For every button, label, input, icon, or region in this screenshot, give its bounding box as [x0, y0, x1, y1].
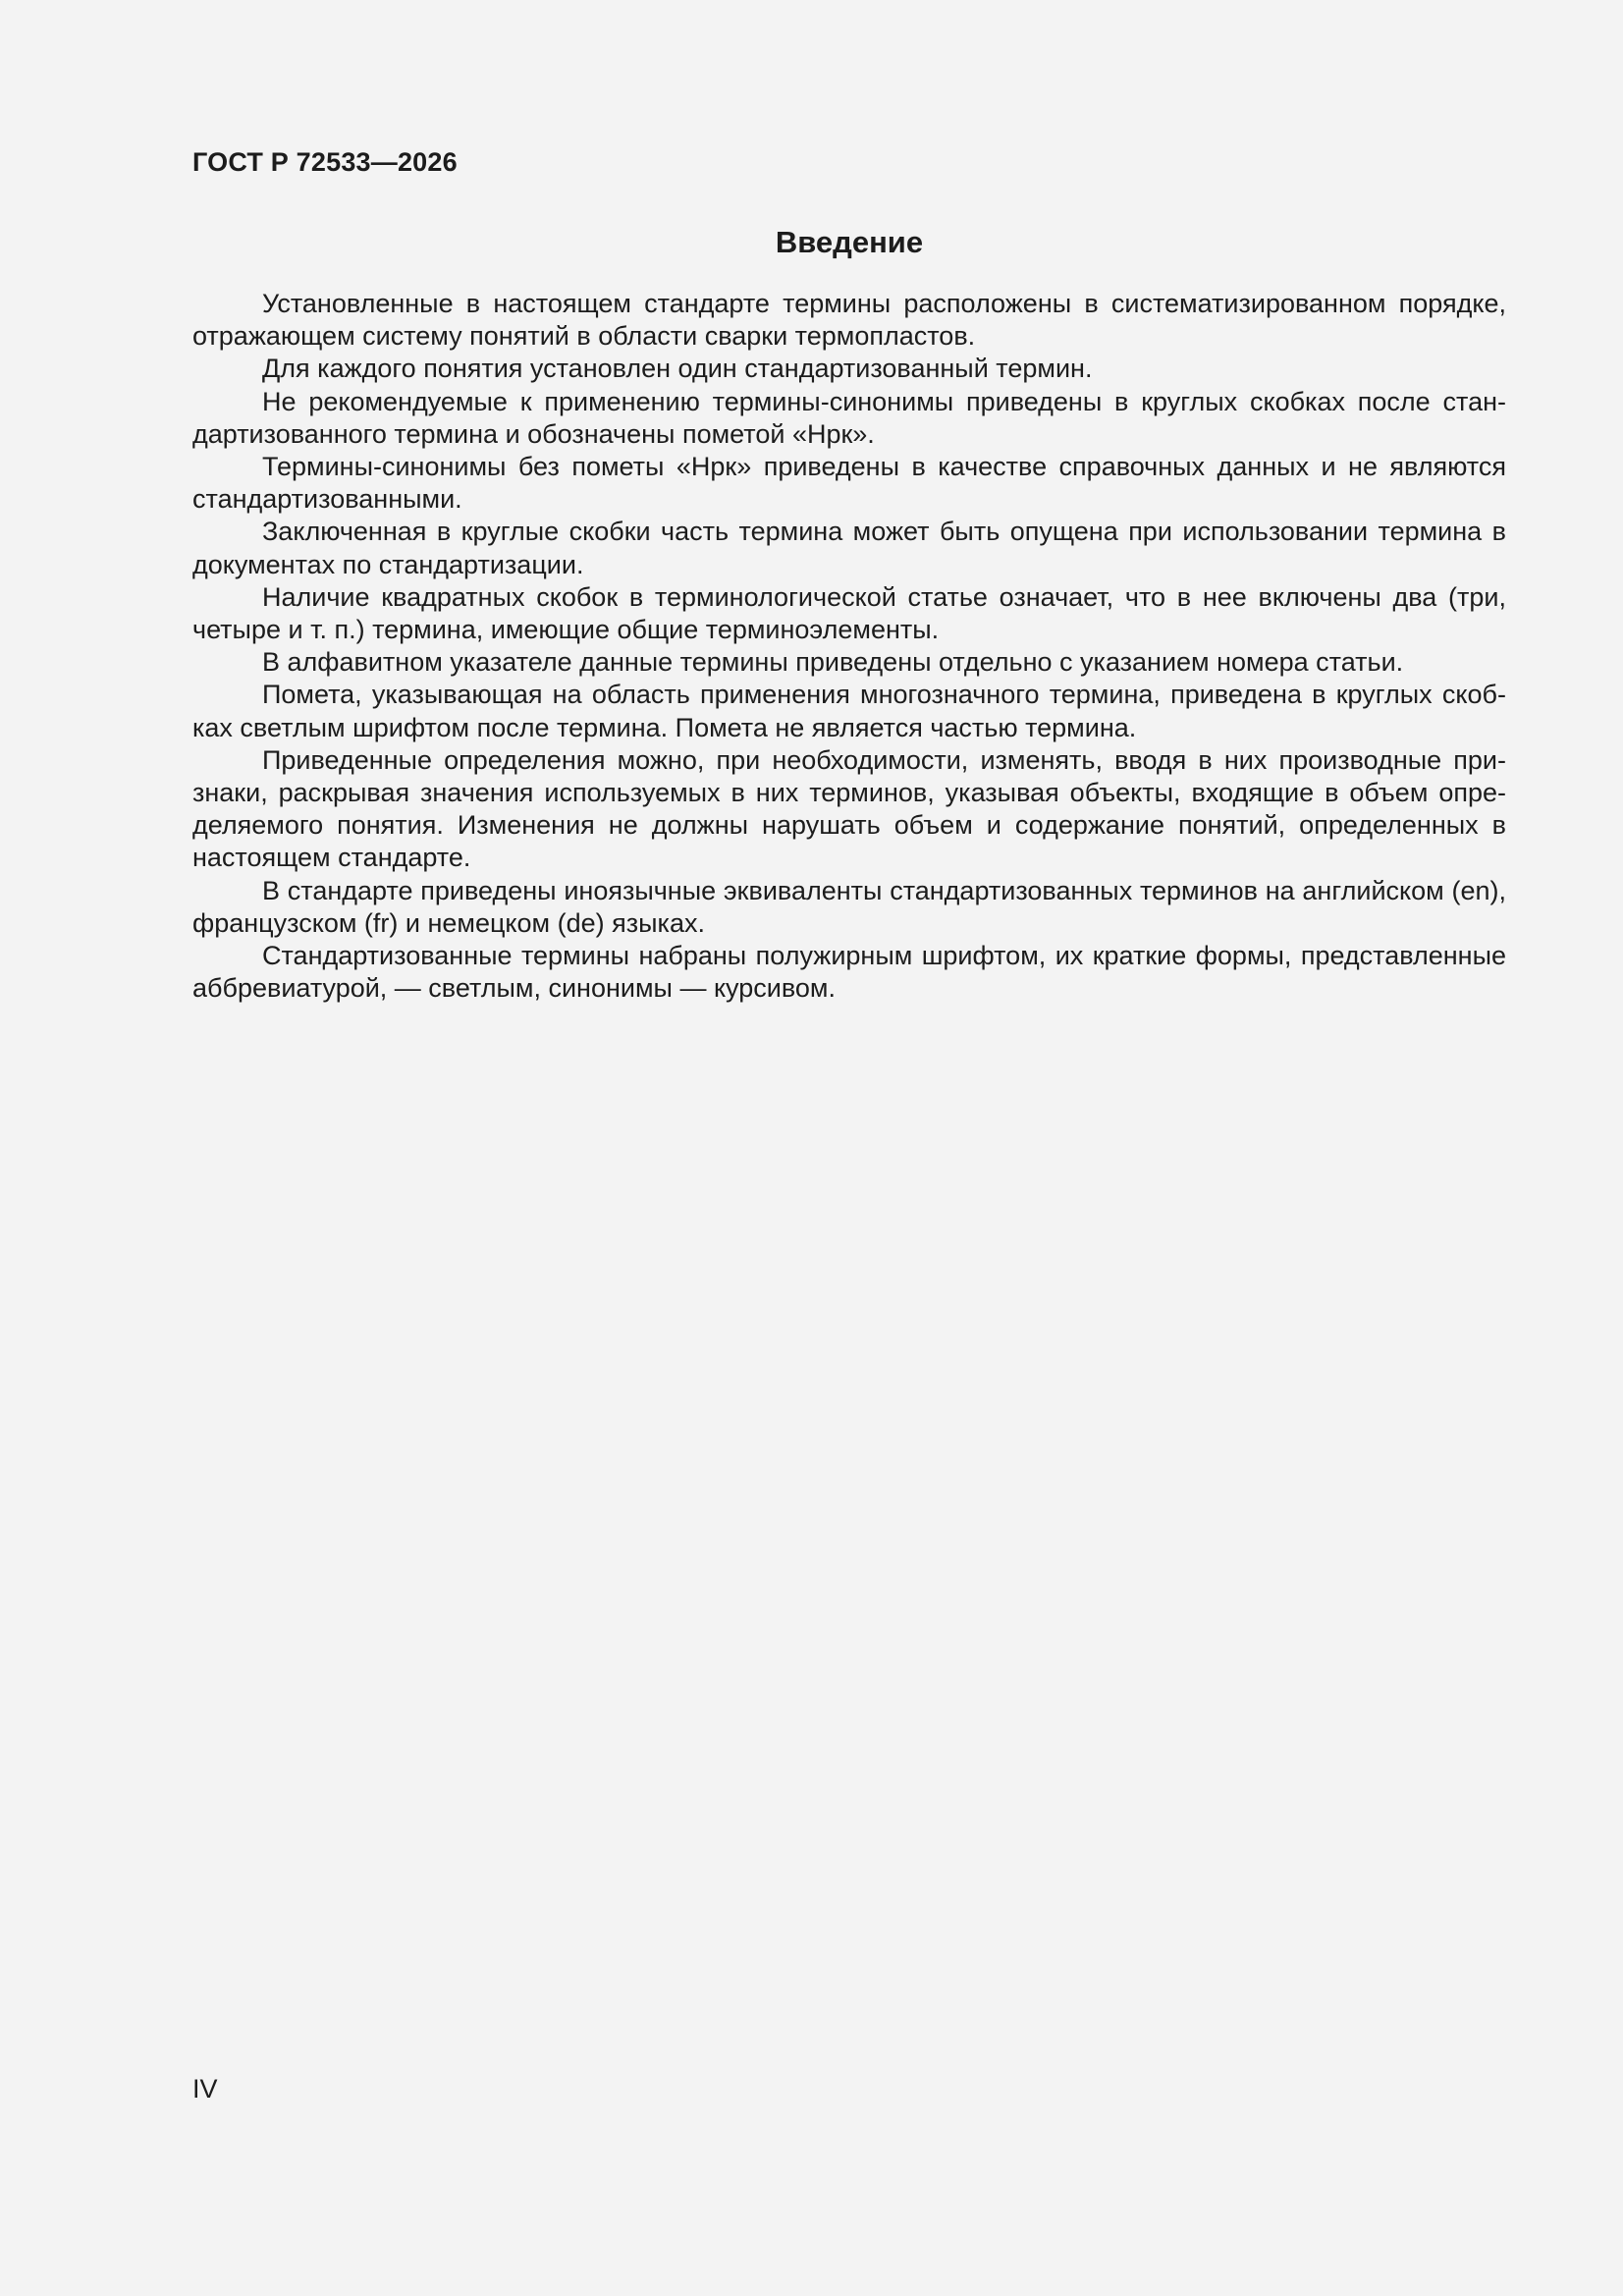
page-number: IV: [192, 2074, 218, 2104]
paragraph: Приведенные определения можно, при необходимости, изменять, вводя в них производные признаки, раскрывая значения используемых в них терминов, указывая объекты, входящие в объем определяемого понятия. Изменения не должны нарушать объем и содержание понятий, определенных в настоящем стандарте.: [192, 744, 1506, 873]
paragraph: Помета, указывающая на область применения многозначного термина, приведена в круглых скобках светлым шрифтом после термина. Помета не является частью термина.: [192, 680, 1506, 742]
paragraph: В алфавитном указателе данные термины приведены отдельно с указанием номера статьи.: [262, 647, 1404, 678]
paragraph: Заключенная в круглые скобки часть термина может быть опущена при использовании термина в документах по стандартизации.: [192, 517, 1506, 579]
paragraph: Для каждого понятия установлен один стандартизованный термин.: [262, 354, 1093, 384]
paragraph: Наличие квадратных скобок в терминологической статье означает, что в нее включены два (три, четыре и т. п.) термина, имеющие общие терминоэлементы.: [192, 581, 1506, 645]
paragraph: Стандартизованные термины набраны полужирным шрифтом, их краткие формы, представленные аббревиатурой, — светлым, синонимы — курсивом.: [192, 941, 1506, 1004]
document-code: ГОСТ Р 72533—2026: [192, 147, 458, 177]
paragraph: Не рекомендуемые к применению термины-синонимы приведены в круглых скобках после стандартизованного термина и обозначены пометой «Нрк».: [192, 386, 1506, 449]
section-title: Введение: [775, 225, 924, 259]
paragraph: Установленные в настоящем стандарте термины расположены в систематизированном порядке, отражающем систему понятий в области сварки термопластов.: [192, 289, 1506, 352]
introduction-body: [192, 288, 1506, 1005]
paragraph: Термины-синонимы без пометы «Нрк» приведены в качестве справочных данных и не являются стандартизованными.: [192, 452, 1506, 515]
paragraph: В стандарте приведены иноязычные эквиваленты стандартизованных терминов на английском (en), французском (fr) и немецком (de) языках.: [192, 875, 1506, 938]
